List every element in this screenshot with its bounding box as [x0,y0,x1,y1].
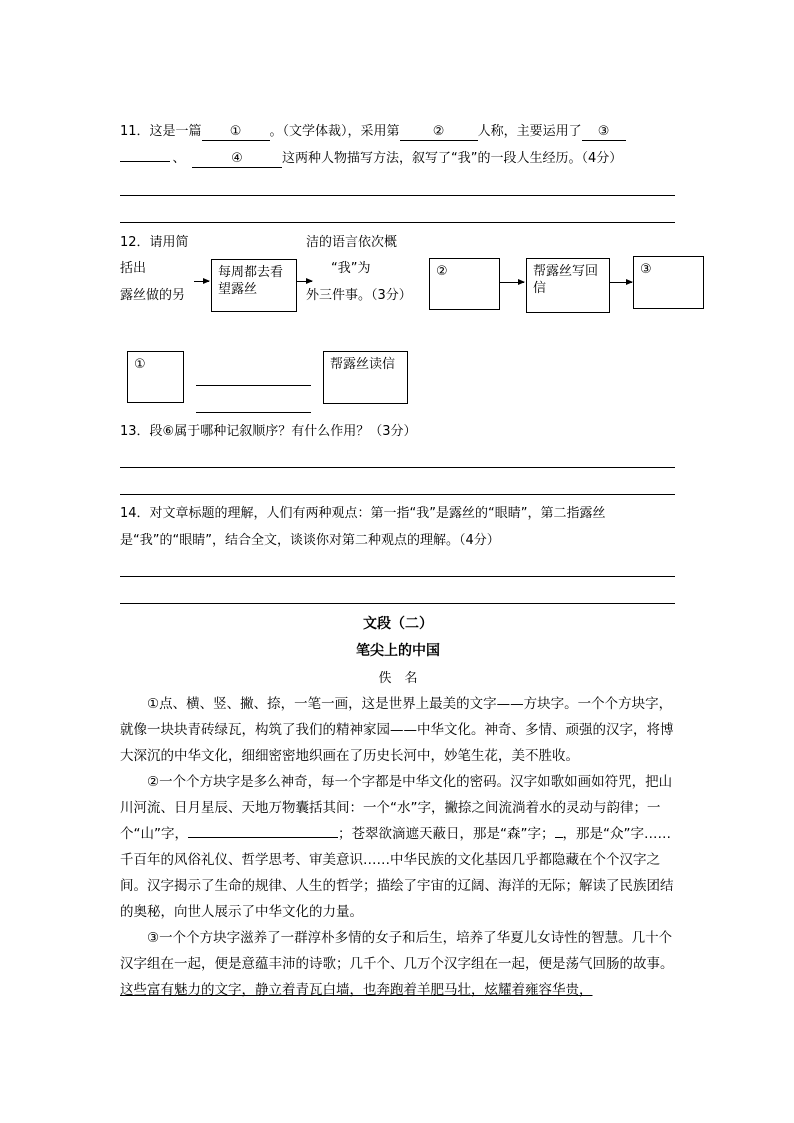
q11-blank-3-cont[interactable] [120,161,170,162]
paragraph-3-underlined: 这些富有魅力的文字，静立着青瓦白墙，也奔跑着羊肥马壮，炫耀着雍容华贵， [120,982,593,998]
q14-answer-line-2[interactable] [120,603,675,604]
passage-author: 佚 名 [378,671,418,686]
q13-text: 13．段⑥属于哪种记叙顺序？有什么作用？（3分） [120,424,417,439]
q12-text-3a: 露丝做的另 [120,288,186,303]
section-heading: 文段（二） [363,616,433,632]
q13-answer-line-1[interactable] [120,467,675,468]
q14-text-2: 是“我”的“眼睛”，结合全文，谈谈你对第二种观点的理解。（4分） [120,533,500,548]
passage-body [120,691,676,1003]
flow-box-blank-3[interactable]: ③ [633,256,704,309]
q12-text-1b: 洁的语言依次概 [306,235,398,250]
q11-line2: 、 ④ 这两种人物描写方法，叙写了“我”的一段人生经历。（4分） [120,150,622,168]
q12-text-2b: “我”为 [331,261,371,276]
flow-box-blank-2[interactable]: ② [429,258,500,310]
flow-box-blank-1[interactable]: ① [127,351,184,403]
p2-blank-1[interactable] [188,837,338,838]
q14-answer-line-1[interactable] [120,576,675,577]
passage-title: 笔尖上的中国 [356,643,440,659]
flow-box-read-letters: 帮露丝读信 [323,351,408,404]
q12-text-1a: 12．请用简 [120,235,189,250]
flow-arrow-1 [194,281,209,282]
q12-text-3b: 外三件事。（3分） [306,288,412,303]
paragraph-1: ①点、横、竖、撇、捺，一笔一画，这是世界上最美的文字——方块字。一个个方块字，就像一块块青砖绿瓦，构筑了我们的精神家园——中华文化。神奇、多情、顽强的汉字，将博大深沉的中华文化，细细密密地织画在了历史长河中，妙笔生花，美不胜收。 [120,696,674,764]
q11-blank-2[interactable]: ② [400,124,478,141]
p2-blank-2[interactable] [555,837,563,838]
flow-arrow-2 [297,281,312,282]
paragraph-2: ②一个个方块字是多么神奇，每一个字都是中华文化的密码。汉字如歌如画如符咒，把山川河流、日月星辰、天地万物囊括其间：一个“水”字，撇捺之间流淌着水的灵动与韵律；一个“山”字， ；苍翠欲滴遮天蔽日，那是“森”字； ，那是“众”字……千百年的风俗礼仪、哲学思考、审美意识……中华民族的文化基因几乎都隐藏在个个汉字之间。汉字揭示了生命的规律、人生的哲学；描绘了宇宙的辽阔、海洋的无际；解读了民族团结的奥秘，向世人展示了中华文化的力量。 [120,774,674,920]
q14-text-1: 14．对文章标题的理解，人们有两种观点：第一指“我”是露丝的“眼睛”，第二指露丝 [120,506,606,521]
q11-blank-3[interactable]: ③ [582,124,626,141]
q11-blank-4[interactable]: ④ [192,151,282,168]
q12-answer-line-1[interactable] [196,385,311,386]
q13-answer-line-2[interactable] [120,494,675,495]
flow-arrow-4 [610,282,632,283]
q12-answer-line-2[interactable] [196,412,311,413]
q11-line1: 11．这是一篇 ① 。（文学体裁），采用第 ② 人称，主要运用了 ③ [120,123,626,141]
q11-answer-line-2[interactable] [120,222,675,223]
flow-box-write-reply: 帮露丝写回信 [526,258,610,313]
flow-arrow-3 [500,282,524,283]
q11-blank-1[interactable]: ① [202,124,270,141]
paragraph-3: ③一个个方块字滋养了一群淳朴多情的女子和后生，培养了华夏儿女诗性的智慧。几十个汉字组在一起，便是意蕴丰沛的诗歌；几千个、几万个汉字组在一起，便是荡气回肠的故事。这些富有魅力的文字，静立着青瓦白墙，也奔跑着羊肥马壮，炫耀着雍容华贵， [120,930,674,998]
q12-text-2a: 括出 [120,261,147,276]
flow-box-visit-ruth: 每周都去看望露丝 [211,259,297,312]
q11-answer-line-1[interactable] [120,195,675,196]
